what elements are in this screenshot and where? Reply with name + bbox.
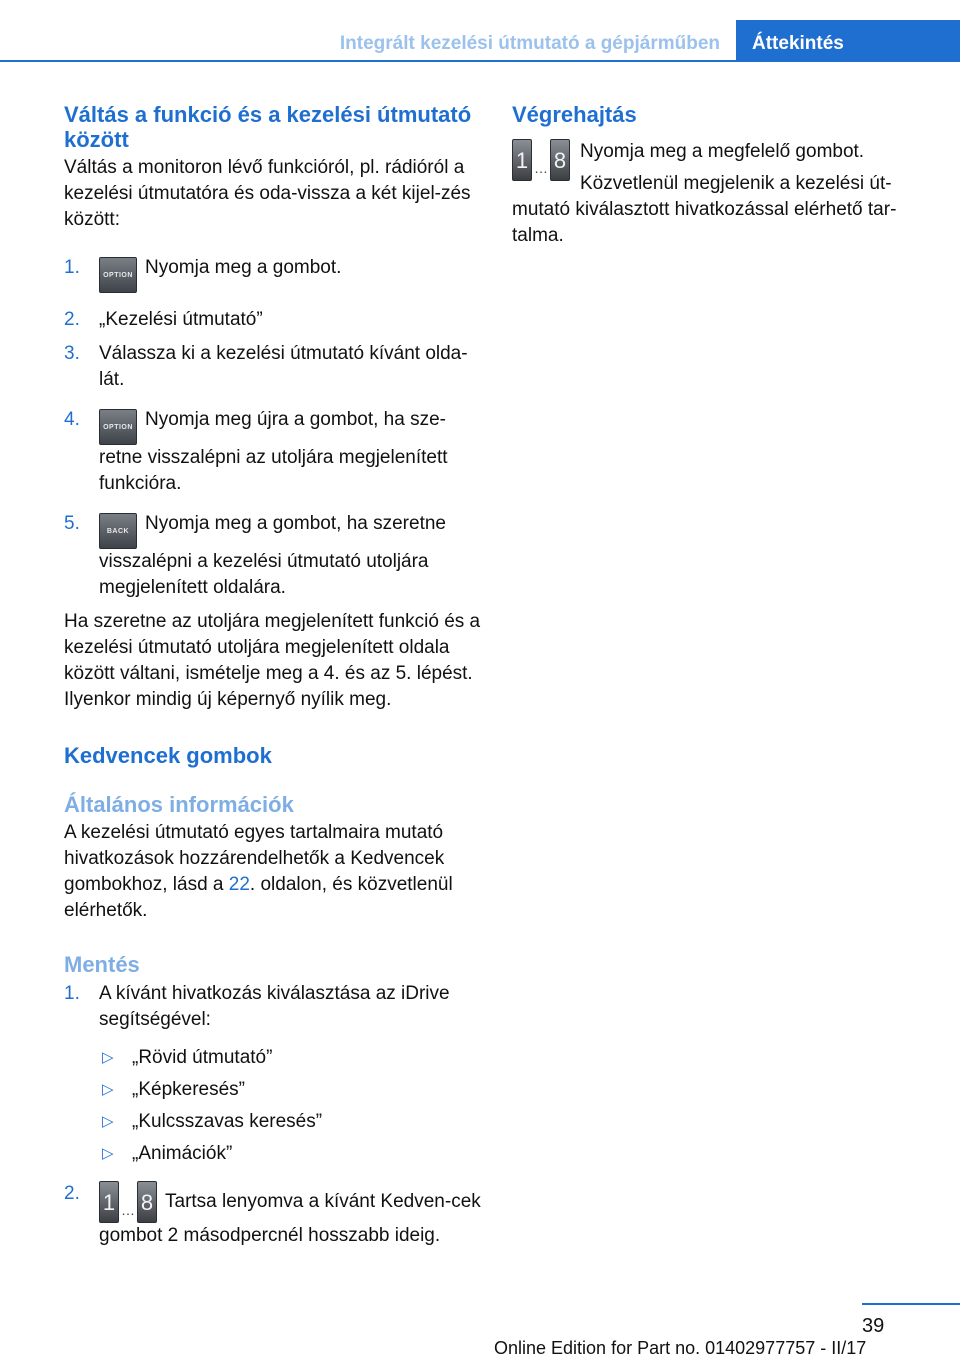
step-text: A kívánt hivatkozás kiválasztása az iDrive segítségével: (99, 983, 450, 1030)
page-number: 39 (862, 1315, 885, 1337)
option-button-icon: OPTION (99, 409, 137, 445)
execute-line-1: Nyomja meg a megfelelő gombot. (580, 141, 865, 162)
step-number: 3. (64, 343, 80, 364)
footer-rule (862, 1303, 960, 1305)
step-item (64, 255, 482, 293)
step-item (64, 407, 482, 497)
switch-steps (64, 255, 482, 601)
step-number: 4. (64, 409, 80, 430)
list-item: ▷ „Rövid útmutató” (99, 1045, 482, 1071)
execute-block (512, 139, 932, 249)
right-column (512, 102, 932, 249)
step-item (64, 341, 482, 393)
save-heading: Mentés (64, 952, 140, 977)
step-text: Válassza ki a kezelési útmutató kívánt olda-lát. (99, 343, 468, 390)
switch-intro: Váltás a monitoron lévő funkcióról, pl. rádióról a kezelési útmutatóra és oda-vissza a két kijel-zés között: (64, 157, 471, 230)
list-item: ▷ „Képkeresés” (99, 1077, 482, 1103)
header-bar (0, 20, 736, 62)
favorite-keys-icon: 1 … 8 (512, 139, 570, 181)
step-text: Nyomja meg a gombot, ha szeretne visszalépni a kezelési útmutató utoljára megjelenített oldalára. (99, 513, 446, 598)
list-item: ▷ „Animációk” (99, 1141, 482, 1167)
left-column (64, 102, 482, 1257)
execute-heading: Végrehajtás (512, 102, 637, 127)
list-item: ▷ „Kulcsszavas keresés” (99, 1109, 482, 1135)
option-button-icon: OPTION (99, 257, 137, 293)
favorites-heading: Kedvencek gombok (64, 743, 272, 768)
section-title: Integrált kezelési útmutató a gépjárműben (339, 33, 720, 54)
step-text: Tartsa lenyomva a kívánt Kedven-cek gombot 2 másodpercnél hosszabb ideig. (99, 1191, 481, 1246)
switch-note: Ha szeretne az utoljára megjelenített funkció és a kezelési útmutató utoljára megjelenített oldala között váltani, ismételje meg a 4. és az 5. lépést. Ilyenkor mindig új képernyő nyílik meg. (64, 611, 481, 710)
execute-line-2: Közvetlenül megjelenik a kezelési út-mutató kiválasztott hivatkozással elérhető tar-talma. (512, 173, 897, 246)
step-text: Nyomja meg a gombot. (145, 257, 342, 278)
step-number: 1. (64, 983, 80, 1004)
step-number: 2. (64, 1183, 80, 1204)
header-tab-label: Áttekintés (752, 33, 844, 54)
step-number: 5. (64, 513, 80, 534)
triangle-bullet-icon: ▷ (102, 1049, 114, 1066)
step-item (64, 1181, 482, 1249)
save-options-list (99, 1045, 482, 1167)
step-text: „Kezelési útmutató” (99, 309, 263, 330)
step-text: Nyomja meg újra a gombot, ha sze-retne visszalépni az utoljára megjelenített funkcióra. (99, 409, 448, 494)
triangle-bullet-icon: ▷ (102, 1081, 114, 1098)
step-number: 2. (64, 309, 80, 330)
favorite-keys-icon: 1 … 8 (99, 1181, 157, 1223)
edition-info: Online Edition for Part no. 01402977757 - II/17 (494, 1338, 867, 1358)
triangle-bullet-icon: ▷ (102, 1113, 114, 1130)
back-button-icon: BACK (99, 513, 137, 549)
page-link[interactable]: 22 (228, 874, 250, 895)
general-info-text: A kezelési útmutató egyes tartalmaira mutató hivatkozások hozzárendelhetők a Kedvencek gombokhoz, lásd a 22. oldalon, és közvetlenül elérhetők. (64, 822, 453, 921)
step-item (64, 307, 482, 333)
save-steps (64, 981, 482, 1249)
triangle-bullet-icon: ▷ (102, 1145, 114, 1162)
general-info-heading: Általános információk (64, 792, 294, 817)
switch-heading: Váltás a funkció és a kezelési útmutató között (64, 102, 472, 152)
step-item (64, 511, 482, 601)
header-tab[interactable] (736, 20, 960, 62)
step-number: 1. (64, 257, 80, 278)
step-item (64, 981, 482, 1167)
